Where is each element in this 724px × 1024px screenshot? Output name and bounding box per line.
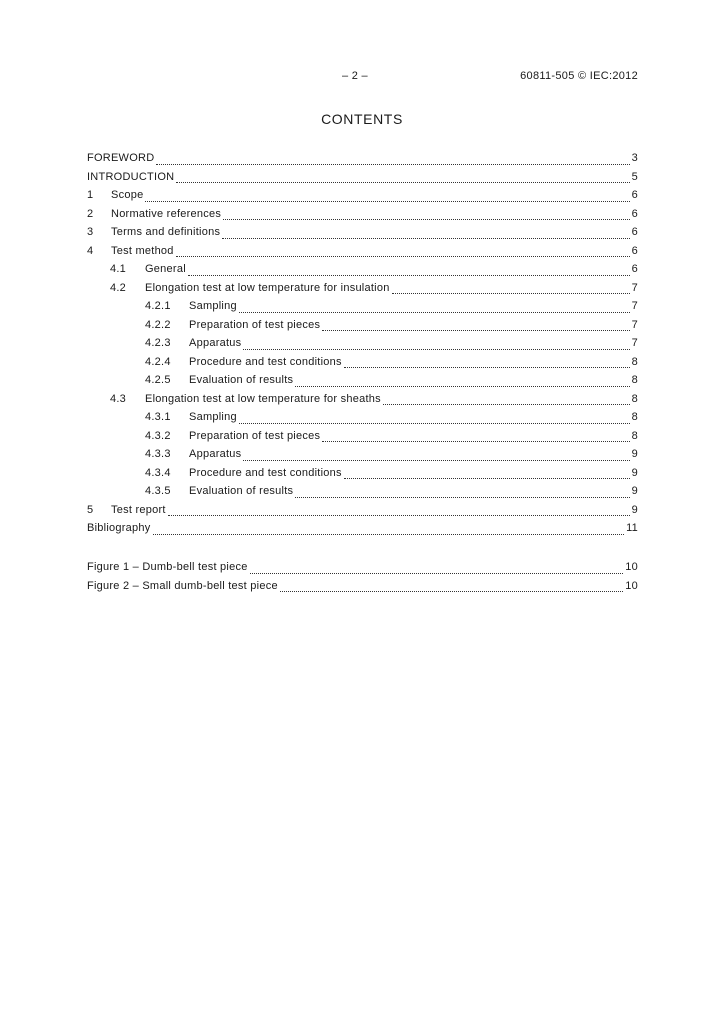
dot-leader: [280, 591, 623, 592]
toc-entry-page: 8: [631, 374, 638, 386]
toc-entry-page: 7: [631, 337, 638, 349]
toc-entry-number: 2: [87, 207, 94, 220]
toc-entry-title: Normative references: [111, 207, 222, 220]
dot-leader: [145, 201, 629, 202]
toc-entry-number: 4.2.2: [145, 318, 171, 331]
figure-entry-page: 10: [625, 561, 638, 573]
toc-entry-title: Sampling: [189, 300, 237, 312]
toc-entry-number: 4.2: [110, 281, 127, 294]
toc-entry-title: Elongation test at low temperature for sheaths: [145, 392, 381, 405]
toc-entry[interactable]: [87, 226, 638, 245]
toc-entry-number: 4.1: [110, 263, 127, 275]
dot-leader: [295, 497, 629, 498]
toc-entry-page: 6: [631, 226, 638, 238]
toc-entry-page: 8: [631, 355, 638, 368]
toc-entry[interactable]: [87, 374, 638, 393]
toc-entry-title: Procedure and test conditions: [189, 355, 342, 368]
toc-entry-title: Sampling: [189, 411, 237, 423]
toc-entry[interactable]: [87, 208, 638, 227]
toc-entry-number: 4.3.4: [145, 466, 171, 479]
toc-entry[interactable]: [87, 282, 638, 301]
dot-leader: [243, 460, 629, 461]
toc-entry-page: 6: [631, 244, 638, 257]
toc-entry-number: 5: [87, 503, 94, 516]
toc-entry-page: 9: [631, 448, 638, 460]
dot-leader: [153, 534, 625, 535]
toc-entry[interactable]: [87, 171, 638, 190]
dot-leader: [176, 182, 629, 183]
toc-entry-number: 4.3.5: [145, 485, 171, 497]
toc-entry[interactable]: [87, 467, 638, 486]
toc-entry[interactable]: [87, 337, 638, 356]
toc-entry[interactable]: [87, 319, 638, 338]
toc-entry-title: Evaluation of results: [189, 485, 294, 497]
dot-leader: [322, 330, 629, 331]
toc-entry-page: 6: [631, 207, 638, 220]
toc-entry[interactable]: [87, 448, 638, 467]
dot-leader: [295, 386, 629, 387]
dot-leader: [222, 238, 629, 239]
toc-entry-page: 7: [631, 281, 638, 294]
page-number: – 2 –: [342, 70, 368, 82]
toc-entry-number: 4.3.3: [145, 448, 171, 460]
toc-entry[interactable]: [87, 152, 638, 171]
dot-leader: [168, 515, 630, 516]
toc-entry[interactable]: [87, 356, 638, 375]
contents-title: CONTENTS: [321, 111, 403, 127]
toc-entry-title: Evaluation of results: [189, 374, 294, 386]
toc-entry-title: Elongation test at low temperature for insulation: [145, 281, 390, 294]
toc-entry-page: 9: [631, 503, 638, 516]
toc-entry-number: 4.2.5: [145, 374, 171, 386]
toc-entry-number: 4.2.3: [145, 337, 171, 349]
figure-entry-page: 10: [625, 579, 638, 592]
dot-leader: [176, 256, 630, 257]
toc-entry-number: 4.3.2: [145, 429, 171, 442]
toc-entry-title: General: [145, 263, 186, 275]
toc-entry-number: 3: [87, 226, 94, 238]
toc-entry-title: Test report: [111, 503, 166, 516]
toc-entry-number: 4: [87, 244, 94, 257]
toc-entry-number: 4.2.4: [145, 355, 171, 368]
dot-leader: [392, 293, 630, 294]
toc-entry-page: 7: [631, 300, 638, 312]
toc-entry[interactable]: [87, 300, 638, 319]
toc-entry-number: 1: [87, 189, 94, 201]
toc-entry-title: Apparatus: [189, 337, 242, 349]
toc-entry[interactable]: [87, 430, 638, 449]
table-of-contents: [87, 152, 638, 541]
figure-entry-title: Figure 1 – Dumb-bell test piece: [87, 561, 248, 573]
toc-entry-title: Procedure and test conditions: [189, 466, 342, 479]
toc-entry-page: 5: [631, 170, 638, 183]
dot-leader: [239, 423, 630, 424]
toc-entry-number: 4.3.1: [145, 411, 171, 423]
figure-entry[interactable]: [87, 580, 638, 599]
toc-entry-page: 8: [631, 411, 638, 423]
toc-entry-title: Apparatus: [189, 448, 242, 460]
dot-leader: [344, 367, 630, 368]
toc-entry-title: Preparation of test pieces: [189, 318, 321, 331]
toc-entry-page: 7: [631, 318, 638, 331]
toc-entry-title: Bibliography: [87, 522, 151, 534]
toc-entry-page: 3: [631, 152, 638, 164]
toc-entry[interactable]: [87, 245, 638, 264]
toc-entry-page: 9: [631, 466, 638, 479]
toc-entry-number: 4.2.1: [145, 300, 171, 312]
toc-entry[interactable]: [87, 522, 638, 541]
toc-entry[interactable]: [87, 393, 638, 412]
document-identifier: 60811-505 © IEC:2012: [520, 70, 638, 82]
toc-entry[interactable]: [87, 504, 638, 523]
dot-leader: [156, 164, 629, 165]
toc-entry-title: Preparation of test pieces: [189, 429, 321, 442]
toc-entry[interactable]: [87, 411, 638, 430]
dot-leader: [239, 312, 630, 313]
dot-leader: [250, 573, 624, 574]
dot-leader: [223, 219, 629, 220]
toc-entry[interactable]: [87, 189, 638, 208]
figure-entry[interactable]: [87, 561, 638, 580]
dot-leader: [322, 441, 629, 442]
toc-entry-title: Scope: [111, 189, 144, 201]
toc-entry-page: 6: [631, 263, 638, 275]
toc-entry-title: INTRODUCTION: [87, 170, 175, 183]
toc-entry[interactable]: [87, 485, 638, 504]
toc-entry-page: 8: [631, 392, 638, 405]
toc-entry-title: Terms and definitions: [111, 226, 221, 238]
dot-leader: [188, 275, 630, 276]
figure-entry-title: Figure 2 – Small dumb-bell test piece: [87, 579, 278, 592]
dot-leader: [383, 404, 630, 405]
toc-entry-title: Test method: [111, 244, 174, 257]
toc-entry[interactable]: [87, 263, 638, 282]
toc-entry-number: 4.3: [110, 392, 127, 405]
toc-entry-page: 11: [626, 522, 638, 534]
dot-leader: [243, 349, 629, 350]
toc-entry-page: 8: [631, 429, 638, 442]
page-header: [0, 70, 724, 84]
toc-entry-page: 9: [631, 485, 638, 497]
dot-leader: [344, 478, 630, 479]
list-of-figures: [87, 561, 638, 598]
toc-entry-page: 6: [631, 189, 638, 201]
toc-entry-title: FOREWORD: [87, 152, 155, 164]
